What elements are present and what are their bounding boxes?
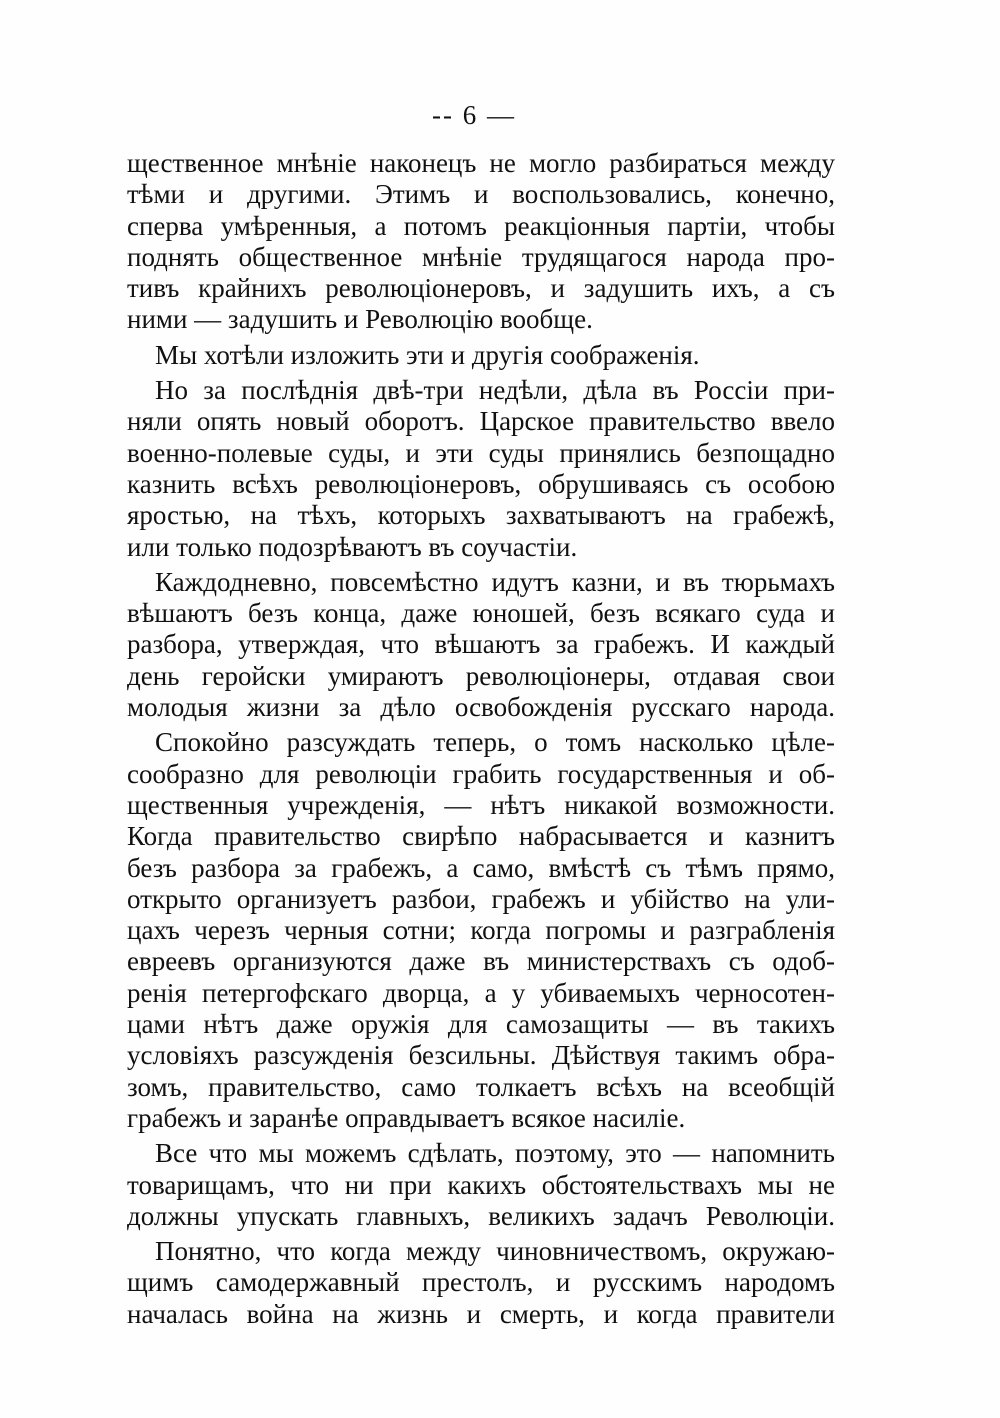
text-line: ними — задушить и Революцію вообще. — [127, 304, 593, 335]
text-line: Но за послѣднія двѣ-три недѣли, дѣла въ Россіи при- — [155, 375, 835, 406]
text-line: вѣшаютъ безъ конца, даже юношей, безъ всякаго суда и — [127, 598, 835, 629]
text-line: поднять общественное мнѣніе трудящагося народа про- — [127, 241, 835, 272]
text-line: условіяхъ разсужденія безсильны. Дѣйствуя такимъ обра- — [127, 1040, 835, 1071]
text-line: цами нѣтъ даже оружія для самозащиты — въ такихъ — [127, 1009, 835, 1040]
text-line: Понятно, что когда между чиновничествомъ, окружаю- — [155, 1236, 835, 1267]
text-line: тивъ крайнихъ революціонеровъ, и задушить ихъ, а съ — [127, 273, 835, 304]
text-line: разбора, утверждая, что вѣшаютъ за грабежъ. И каждый — [127, 629, 835, 660]
text-line: открыто организуетъ разбои, грабежъ и убійство на ули- — [127, 883, 835, 914]
text-line: цахъ черезъ черныя сотни; когда погромы и разграбленія — [127, 915, 835, 946]
page-text — [127, 148, 835, 1330]
text-line: должны упускать главныхъ, великихъ задачъ Революціи. — [127, 1200, 835, 1231]
text-line: Каждодневно, повсемѣстно идутъ казни, и въ тюрьмахъ — [155, 566, 835, 597]
text-line: началась война на жизнь и смерть, и когда правители — [127, 1298, 835, 1329]
text-line: яростью, на тѣхъ, которыхъ захватываютъ на грабежѣ, — [127, 500, 835, 531]
text-line: Мы хотѣли изложить эти и другія соображенія. — [155, 339, 700, 370]
text-line: военно-полевые суды, и эти суды принялись безпощадно — [127, 437, 835, 468]
text-line: молодыя жизни за дѣло освобожденія русскаго народа. — [127, 692, 835, 723]
text-line: Спокойно разсуждать теперь, о томъ насколько цѣле- — [155, 727, 835, 758]
text-line: сперва умѣренныя, а потомъ реакціонныя партіи, чтобы — [127, 210, 835, 241]
text-line: день геройски умираютъ революціонеры, отдавая свои — [127, 660, 835, 691]
text-line: ренія петергофскаго дворца, а у убиваемыхъ черносотен- — [127, 977, 835, 1008]
paragraph — [127, 340, 835, 371]
page-number: -- 6 — — [432, 100, 516, 130]
text-line: грабежъ и заранѣе оправдываетъ всякое насиліе. — [127, 1102, 686, 1133]
text-line: няли опять новый оборотъ. Царское правительство ввело — [127, 406, 835, 437]
paragraph — [127, 375, 835, 563]
text-line: или только подозрѣваютъ въ соучастіи. — [127, 531, 578, 562]
text-line: безъ разбора за грабежъ, а само, вмѣстѣ съ тѣмъ прямо, — [127, 852, 835, 883]
text-line: Когда правительство свирѣпо набрасывается и казнитъ — [127, 821, 835, 852]
text-line: товарищамъ, что ни при какихъ обстоятельствахъ мы не — [127, 1169, 835, 1200]
text-line: евреевъ организуются даже въ министерствахъ съ одоб- — [127, 946, 835, 977]
text-line: щимъ самодержавный престолъ, и русскимъ народомъ — [127, 1267, 835, 1298]
paragraph — [127, 1138, 835, 1232]
text-line: тѣми и другими. Этимъ и воспользовались, конечно, — [127, 179, 835, 210]
text-line: щественныя учрежденія, — нѣтъ никакой возможности. — [127, 789, 835, 820]
text-line: сообразно для революціи грабить государственныя и об- — [127, 758, 835, 789]
text-line: казнить всѣхъ революціонеровъ, обрушиваясь съ особою — [127, 468, 835, 499]
text-line: зомъ, правительство, само толкаетъ всѣхъ на всеобщій — [127, 1071, 835, 1102]
paragraph — [127, 567, 835, 723]
paragraph — [127, 148, 835, 336]
paragraph — [127, 727, 835, 1134]
paragraph — [127, 1236, 835, 1330]
text-line: Все что мы можемъ сдѣлать, поэтому, это — напомнить — [155, 1138, 835, 1169]
text-line: щественное мнѣніе наконецъ не могло разбираться между — [127, 148, 835, 178]
